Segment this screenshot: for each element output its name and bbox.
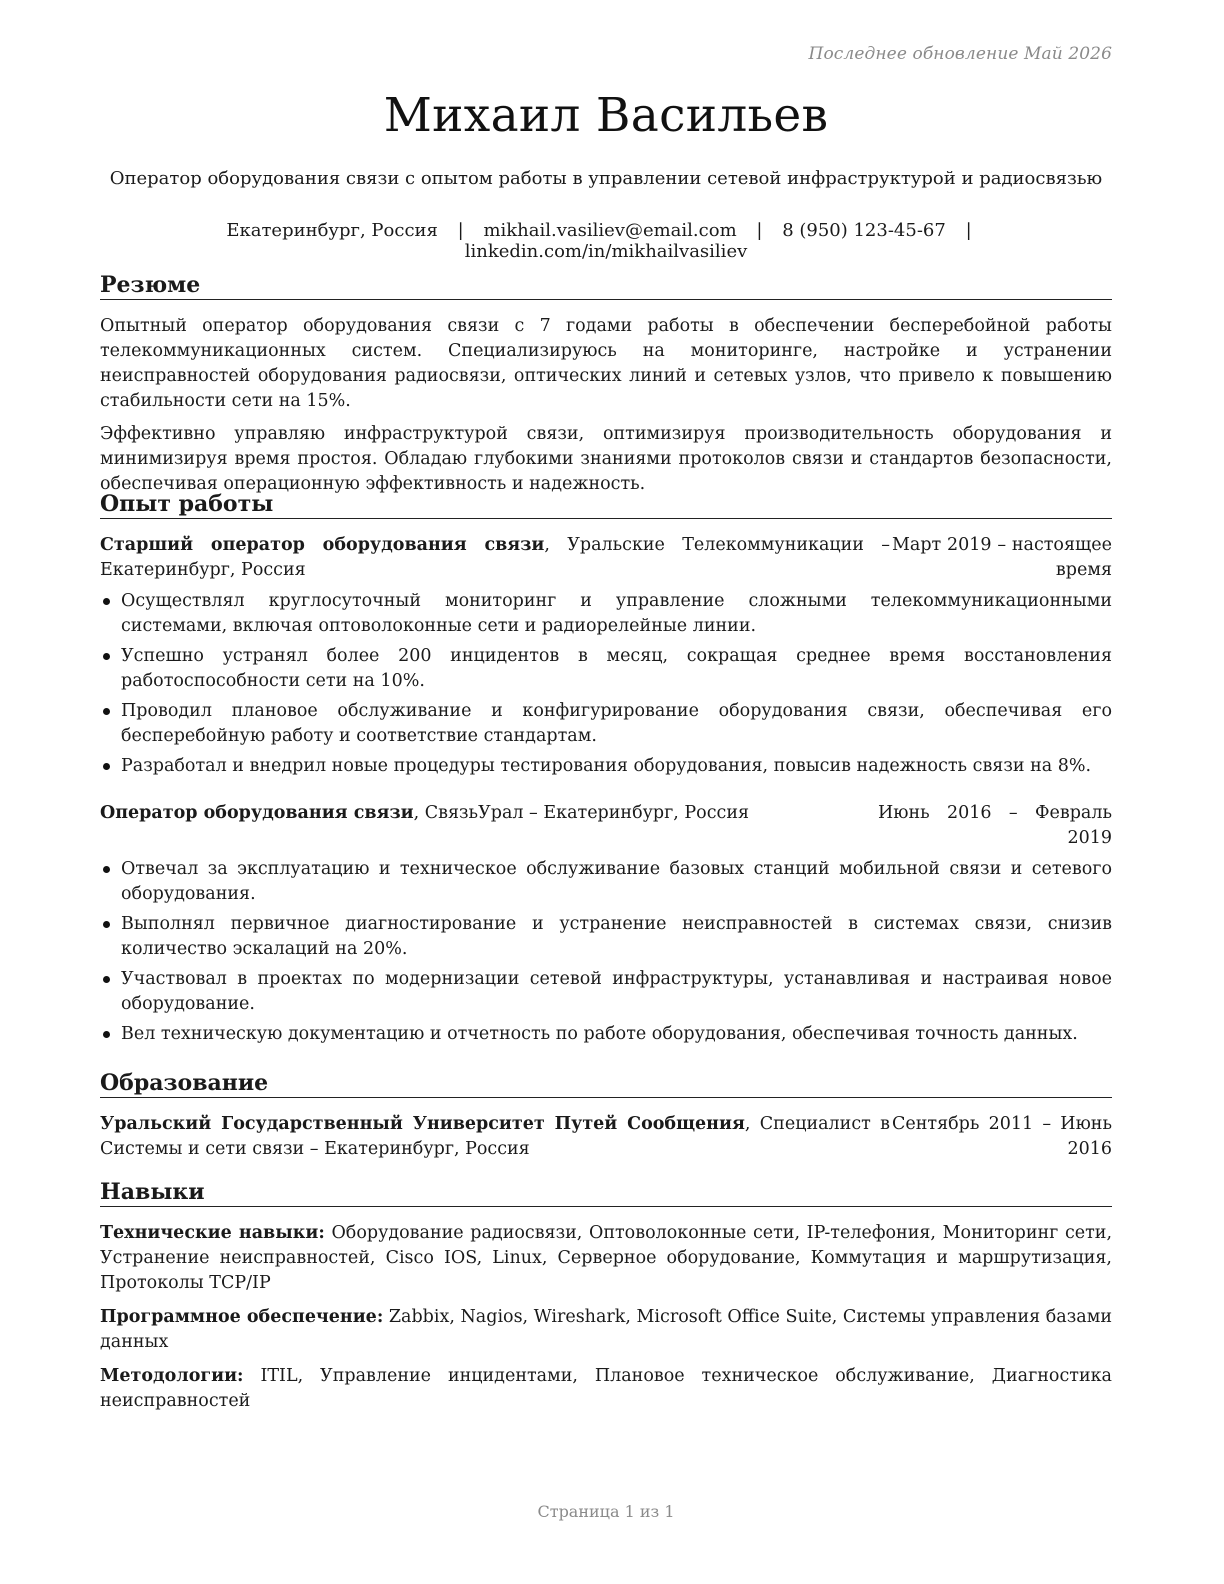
- skill-text: Оборудование радиосвязи, Оптоволоконные сети, IP-телефония, Мониторинг сети, Устранение неисправностей, Cisco IOS, Linux, Серверное оборудование, Коммутация и маршрутизация, Протоколы TCP/IP: [100, 1223, 1113, 1293]
- bullet-icon: [103, 708, 110, 715]
- summary-paragraph: Эффективно управляю инфраструктурой связи, оптимизируя производительность оборудования и минимизируя время простоя. Обладаю глубокими знаниями протоколов связи и стандартов безопасности, обеспечивая операционную эффективность и надежность.: [100, 424, 1112, 494]
- bullet-text: Успешно устранял более 200 инцидентов в месяц, сокращая среднее время восстановления работоспособности сети на 10%.: [121, 646, 1112, 691]
- skills-section: [100, 1178, 1112, 1423]
- skill-row: [100, 1221, 1112, 1296]
- bullet-icon: [103, 976, 110, 983]
- job-title-line: [100, 533, 890, 583]
- skill-text: Zabbix, Nagios, Wireshark, Microsoft Office Suite, Системы управления базами данных: [100, 1307, 1112, 1352]
- page-number: Страница 1 из 1: [537, 1502, 675, 1521]
- bullet-text: Участвовал в проектах по модернизации сетевой инфраструктуры, устанавливая и настраивая новое оборудование.: [121, 969, 1112, 1014]
- skill-row: [100, 1364, 1112, 1414]
- list-item: [100, 699, 1112, 749]
- job-bullets: [100, 857, 1112, 1047]
- summary-section: [100, 271, 1112, 497]
- job-bullets: [100, 589, 1112, 779]
- contact-separator: |: [965, 220, 972, 241]
- skill-label: Программное обеспечение:: [100, 1307, 384, 1327]
- job-position: Оператор оборудования связи: [100, 803, 414, 823]
- bullet-icon: [103, 653, 110, 660]
- resume-page: [100, 0, 1112, 1584]
- bullet-text: Разработал и внедрил новые процедуры тестирования оборудования, повысив надежность связи на 8%.: [121, 756, 1092, 776]
- bullet-icon: [103, 763, 110, 770]
- bullet-text: Осуществлял круглосуточный мониторинг и управление сложными телекоммуникационными системами, включая оптоволоконные сети и радиорелейные линии.: [121, 591, 1112, 636]
- job-title-line: [100, 801, 860, 851]
- job-entry: [100, 533, 1112, 779]
- bullet-icon: [103, 866, 110, 873]
- section-title-education: Образование: [100, 1069, 1112, 1098]
- skill-row: [100, 1305, 1112, 1355]
- job-dates: Март 2019 – настоящее время: [892, 535, 1112, 580]
- list-item: [100, 754, 1112, 779]
- contact-email[interactable]: mikhail.vasiliev@email.com: [483, 220, 737, 241]
- tagline: Оператор оборудования связи с опытом работы в управлении сетевой инфраструктурой и радиосвязью: [109, 168, 1103, 189]
- contact-line: [100, 220, 1112, 262]
- education-entry: [100, 1112, 1112, 1162]
- summary-paragraph: Опытный оператор оборудования связи с 7 годами работы в обеспечении бесперебойной работы телекоммуникационных систем. Специализируюсь на мониторинге, настройке и устранении неисправностей оборудования радиосвязи, оптических линий и сетевых узлов, что привело к повышению стабильности сети на 15%.: [100, 316, 1112, 411]
- bullet-text: Проводил плановое обслуживание и конфигурирование оборудования связи, обеспечивая его бесперебойную работу и соответствие стандартам.: [121, 701, 1112, 746]
- section-title-summary: Резюме: [100, 271, 1112, 300]
- contact-phone: 8 (950) 123-45-67: [782, 220, 946, 241]
- skill-label: Технические навыки:: [100, 1223, 325, 1243]
- job-position: Старший оператор оборудования связи: [100, 535, 545, 555]
- list-item: [100, 1022, 1112, 1047]
- contact-location: Екатеринбург, Россия: [226, 220, 438, 241]
- job-header: [100, 533, 1112, 583]
- skill-label: Методологии:: [100, 1366, 244, 1386]
- job-dates: Июнь 2016 – Февраль 2019: [878, 803, 1112, 848]
- education-details: , Специалист в Системы и сети связи – Екатеринбург, Россия: [100, 1114, 890, 1159]
- bullet-text: Выполнял первичное диагностирование и устранение неисправностей в системах связи, снизив количество эскалаций на 20%.: [121, 914, 1112, 959]
- education-dates: Сентябрь 2011 – Июнь 2016: [892, 1114, 1112, 1159]
- education-title-line: [100, 1112, 890, 1162]
- contact-linkedin[interactable]: linkedin.com/in/mikhailvasiliev: [464, 241, 748, 262]
- bullet-icon: [103, 921, 110, 928]
- bullet-text: Отвечал за эксплуатацию и техническое обслуживание базовых станций мобильной связи и сетевого оборудования.: [121, 859, 1112, 904]
- job-header: [100, 801, 1112, 851]
- section-title-skills: Навыки: [100, 1178, 1112, 1207]
- job-company: , Уральские Телекоммуникации – Екатеринбург, Россия: [100, 535, 891, 580]
- list-item: [100, 967, 1112, 1017]
- job-company: , СвязьУрал – Екатеринбург, Россия: [413, 803, 750, 823]
- section-title-experience: Опыт работы: [100, 490, 1112, 519]
- experience-section: [100, 490, 1112, 1052]
- skill-text: ITIL, Управление инцидентами, Плановое техническое обслуживание, Диагностика неисправностей: [100, 1366, 1112, 1411]
- list-item: [100, 857, 1112, 907]
- list-item: [100, 644, 1112, 694]
- job-entry: [100, 801, 1112, 1047]
- education-institution: Уральский Государственный Университет Путей Сообщения: [100, 1114, 745, 1134]
- contact-separator: |: [756, 220, 763, 241]
- list-item: [100, 589, 1112, 639]
- bullet-icon: [103, 1031, 110, 1038]
- last-updated: Последнее обновление Май 2026: [808, 44, 1112, 64]
- list-item: [100, 912, 1112, 962]
- candidate-name: Михаил Васильев: [383, 88, 829, 143]
- bullet-icon: [103, 598, 110, 605]
- bullet-text: Вел техническую документацию и отчетность по работе оборудования, обеспечивая точность данных.: [121, 1024, 1078, 1044]
- education-section: [100, 1069, 1112, 1162]
- contact-separator: |: [457, 220, 464, 241]
